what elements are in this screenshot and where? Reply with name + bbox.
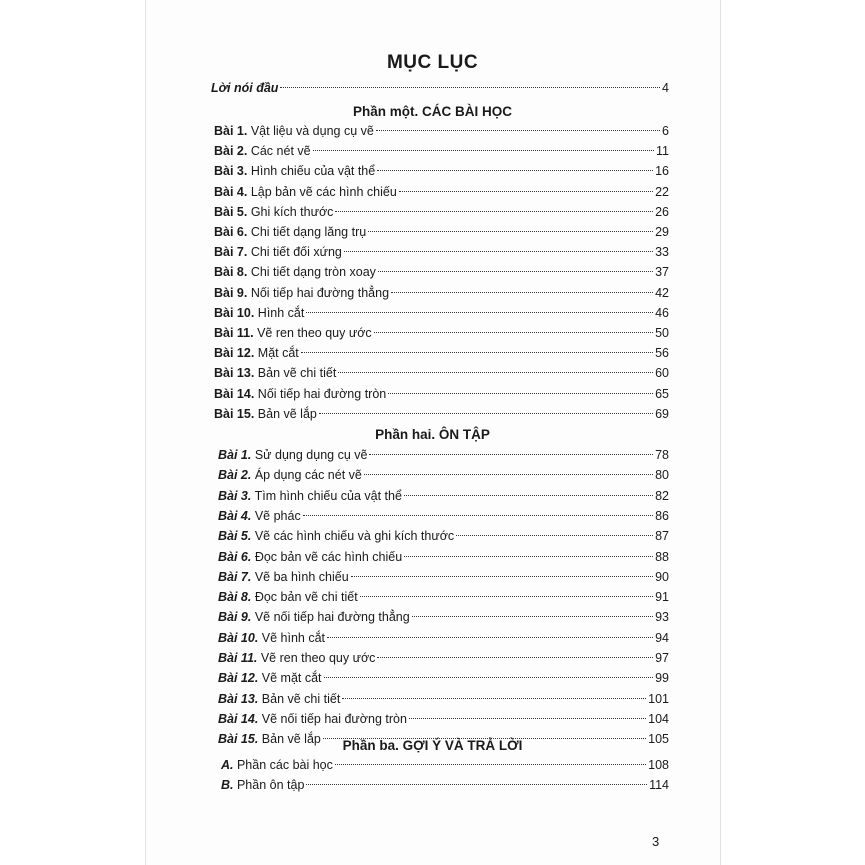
entry-page: 93 (655, 610, 669, 625)
entry-page: 105 (648, 732, 669, 747)
dot-leader (301, 352, 653, 353)
entry-prefix: Bài 2. (218, 468, 252, 483)
entry-prefix: Bài 3. (214, 164, 248, 179)
entry-title: Bản vẽ chi tiết (254, 366, 337, 381)
entry-prefix: Bài 7. (218, 569, 252, 584)
entry-prefix: Bài 13. (218, 691, 259, 706)
toc-entry (218, 548, 669, 566)
entry-title: Chi tiết dạng tròn xoay (247, 265, 376, 280)
entry-page: 56 (655, 346, 669, 361)
entry-prefix: Bài 15. (214, 406, 255, 421)
dot-leader (374, 332, 653, 333)
toc-entry (214, 324, 669, 342)
dot-leader (412, 616, 653, 617)
dot-leader (351, 576, 653, 577)
toc-entry (214, 203, 669, 221)
page-title: MỤC LỤC (386, 52, 479, 73)
entry-label (218, 548, 402, 566)
dot-leader (456, 535, 653, 536)
toc-entry (214, 385, 669, 403)
dot-leader (280, 87, 660, 88)
entry-title: Các nét vẽ (247, 144, 311, 159)
toc-entry (214, 142, 669, 160)
entry-title: Sử dụng dụng cụ vẽ (251, 448, 368, 462)
toc-entry (218, 608, 669, 626)
entry-page: 37 (655, 265, 669, 280)
entry-prefix: Bài 14. (214, 386, 255, 401)
dot-leader (404, 495, 653, 496)
entry-page: 108 (648, 758, 669, 772)
dot-leader (324, 677, 654, 678)
dot-leader (368, 231, 653, 232)
dot-leader (335, 211, 653, 212)
dot-leader (378, 271, 653, 272)
dot-leader (335, 764, 646, 765)
entry-page: 29 (655, 225, 669, 239)
dot-leader (369, 454, 653, 455)
toc-entry (221, 776, 669, 794)
entry-label (214, 183, 397, 201)
entry-prefix: Bài 4. (218, 508, 252, 523)
toc-entry (214, 344, 669, 362)
entry-title: Áp dụng các nét vẽ (251, 468, 362, 483)
entry-page: 90 (655, 569, 669, 584)
entry-label (218, 690, 340, 708)
entry-label (214, 243, 342, 261)
entry-page: 65 (655, 386, 669, 401)
entry-title: Vẽ mặt cắt (258, 671, 322, 686)
entry-prefix: B. (221, 778, 234, 792)
entry-prefix: Bài 2. (214, 144, 248, 159)
entry-label (221, 776, 304, 794)
entry-label (214, 263, 376, 281)
entry-label (218, 608, 410, 626)
entry-title: Bản vẽ chi tiết (258, 691, 341, 706)
entry-page: 33 (655, 245, 669, 260)
entry-prefix: Bài 11. (218, 651, 258, 665)
entry-prefix: Bài 13. (214, 366, 255, 381)
toc-entry (218, 568, 669, 586)
entry-title: Nối tiếp hai đường tròn (254, 386, 387, 401)
entry-title: Hình cắt (254, 305, 305, 320)
entry-page: 80 (655, 468, 669, 483)
entry-title: Vẽ ren theo quy ước (257, 651, 376, 665)
entry-title: Ghi kích thước (247, 204, 334, 219)
entry-prefix: Bài 15. (218, 732, 259, 747)
toc-entry (214, 243, 669, 261)
entry-label (218, 507, 301, 525)
dot-leader (319, 413, 653, 414)
entry-page: 88 (655, 549, 669, 564)
entry-page: 42 (655, 285, 669, 300)
entry-prefix: Bài 8. (214, 265, 248, 280)
entry-title: Đọc bản vẽ chi tiết (251, 590, 358, 605)
dot-leader (377, 657, 653, 658)
entry-page: 69 (655, 406, 669, 421)
entry-prefix: Bài 9. (218, 610, 252, 625)
entry-label (214, 284, 389, 302)
entry-label (214, 122, 374, 140)
part3-heading: Phần ba. GỢI Ý VÀ TRẢ LỜI (342, 738, 523, 753)
entry-title: Chi tiết dạng lăng trụ (247, 225, 367, 239)
entry-title: Vẽ các hình chiếu và ghi kích thước (251, 529, 455, 544)
toc-entry (218, 690, 669, 708)
entry-label (214, 223, 366, 241)
entry-title: Bản vẽ lắp (254, 406, 317, 421)
entry-prefix: Bài 6. (214, 225, 248, 239)
entry-prefix: Bài 1. (218, 448, 252, 462)
entry-page: 99 (655, 671, 669, 686)
entry-title: Vẽ phác (251, 508, 301, 523)
entry-label (214, 405, 317, 423)
toc-entry (218, 710, 669, 728)
dot-leader (327, 637, 653, 638)
entry-label (218, 568, 349, 586)
dot-leader (388, 393, 653, 394)
toc-entry (218, 466, 669, 484)
dot-leader (313, 150, 654, 151)
entry-title: Hình chiếu của vật thể (247, 164, 376, 179)
entry-prefix: Bài 10. (214, 305, 255, 320)
preface-label: Lời nói đầu (211, 81, 279, 95)
entry-title: Vật liệu và dụng cụ vẽ (247, 124, 374, 138)
entry-page: 82 (655, 488, 669, 503)
entry-label (218, 669, 322, 687)
entry-label (218, 466, 362, 484)
entry-prefix: Bài 5. (214, 204, 248, 219)
entry-label (218, 446, 367, 464)
dot-leader (376, 130, 660, 131)
toc-entry (214, 223, 669, 241)
page-number: 3 (652, 834, 660, 849)
toc-entry (214, 122, 669, 140)
entry-prefix: Bài 4. (214, 184, 248, 199)
toc-entry (218, 507, 669, 525)
entry-page: 11 (656, 144, 669, 159)
entry-title: Vẽ nối tiếp hai đường tròn (258, 711, 407, 726)
dot-leader (409, 718, 646, 719)
entry-page: 87 (655, 529, 669, 544)
toc-entry (214, 364, 669, 382)
toc-entry (218, 669, 669, 687)
entry-title: Phần ôn tập (233, 778, 305, 792)
toc-entry (218, 527, 669, 545)
dot-leader (360, 596, 653, 597)
entry-label (218, 710, 407, 728)
entry-label (218, 649, 375, 667)
toc-entry (218, 649, 669, 667)
entry-prefix: A. (221, 758, 234, 772)
entry-page: 22 (655, 184, 669, 199)
entry-title: Chi tiết đối xứng (247, 245, 342, 260)
entry-title: Lập bản vẽ các hình chiếu (247, 184, 397, 199)
entry-page: 114 (649, 778, 669, 792)
entry-page: 104 (648, 711, 669, 726)
dot-leader (399, 191, 653, 192)
toc-entry (218, 487, 669, 505)
toc-entry (214, 263, 669, 281)
entry-title: Vẽ hình cắt (258, 630, 326, 645)
entry-title: Vẽ nối tiếp hai đường thẳng (251, 610, 410, 625)
entry-title: Đọc bản vẽ các hình chiếu (251, 549, 403, 564)
entry-prefix: Bài 3. (218, 488, 252, 503)
dot-leader (404, 556, 653, 557)
entry-label (214, 142, 311, 160)
entry-page: 46 (655, 305, 669, 320)
entry-prefix: Bài 11. (214, 326, 254, 340)
dot-leader (306, 312, 653, 313)
entry-label (218, 588, 358, 606)
entry-page: 86 (655, 508, 669, 523)
entry-title: Vẽ ren theo quy ước (253, 326, 372, 340)
entry-page: 60 (655, 366, 669, 381)
toc-entry (221, 756, 669, 774)
dot-leader (364, 474, 653, 475)
entry-prefix: Bài 14. (218, 711, 259, 726)
toc-entry (218, 446, 669, 464)
part1-heading: Phần một. CÁC BÀI HỌC (352, 104, 512, 119)
entry-page: 78 (655, 448, 669, 462)
toc-entry (214, 183, 669, 201)
dot-leader (391, 292, 653, 293)
toc-entry (218, 629, 669, 647)
entry-label (214, 304, 304, 322)
entry-label (214, 203, 333, 221)
entry-label (218, 527, 454, 545)
entry-page: 91 (655, 590, 669, 605)
entry-title: Phần các bài học (233, 758, 333, 772)
entry-title: Tìm hình chiếu của vật thể (251, 488, 402, 503)
entry-title: Mặt cắt (254, 346, 299, 361)
dot-leader (342, 698, 646, 699)
entry-page: 6 (662, 124, 669, 138)
entry-label (214, 364, 336, 382)
toc-entry (214, 405, 669, 423)
entry-title: Vẽ ba hình chiếu (251, 569, 349, 584)
entry-label (221, 756, 333, 774)
entry-page: 94 (655, 630, 669, 645)
dot-leader (306, 784, 647, 785)
entry-label (218, 629, 325, 647)
toc-entry (214, 304, 669, 322)
dot-leader (377, 170, 653, 171)
preface-page: 4 (662, 81, 669, 95)
entry-prefix: Bài 1. (214, 124, 248, 138)
entry-page: 26 (655, 204, 669, 219)
entry-prefix: Bài 10. (218, 630, 259, 645)
entry-label (214, 385, 386, 403)
entry-prefix: Bài 9. (214, 285, 248, 300)
toc-entry (218, 588, 669, 606)
entry-label (214, 162, 375, 180)
dot-leader (344, 251, 653, 252)
entry-label (214, 324, 372, 342)
entry-page: 101 (648, 691, 669, 706)
toc-entry (214, 162, 669, 180)
dot-leader (303, 515, 653, 516)
entry-page: 97 (655, 651, 669, 665)
entry-prefix: Bài 8. (218, 590, 252, 605)
part2-heading: Phần hai. ÔN TẬP (375, 427, 490, 442)
entry-prefix: Bài 12. (214, 346, 255, 361)
preface-entry (211, 79, 669, 97)
entry-label (218, 487, 402, 505)
entry-prefix: Bài 7. (214, 245, 248, 260)
entry-prefix: Bài 5. (218, 529, 252, 544)
entry-page: 50 (655, 326, 669, 340)
entry-label (214, 344, 299, 362)
entry-page: 16 (655, 164, 669, 179)
entry-prefix: Bài 12. (218, 671, 259, 686)
entry-title: Bản vẽ lắp (258, 732, 321, 747)
entry-title: Nối tiếp hai đường thẳng (247, 285, 390, 300)
toc-entry (214, 284, 669, 302)
entry-prefix: Bài 6. (218, 549, 252, 564)
dot-leader (338, 372, 653, 373)
